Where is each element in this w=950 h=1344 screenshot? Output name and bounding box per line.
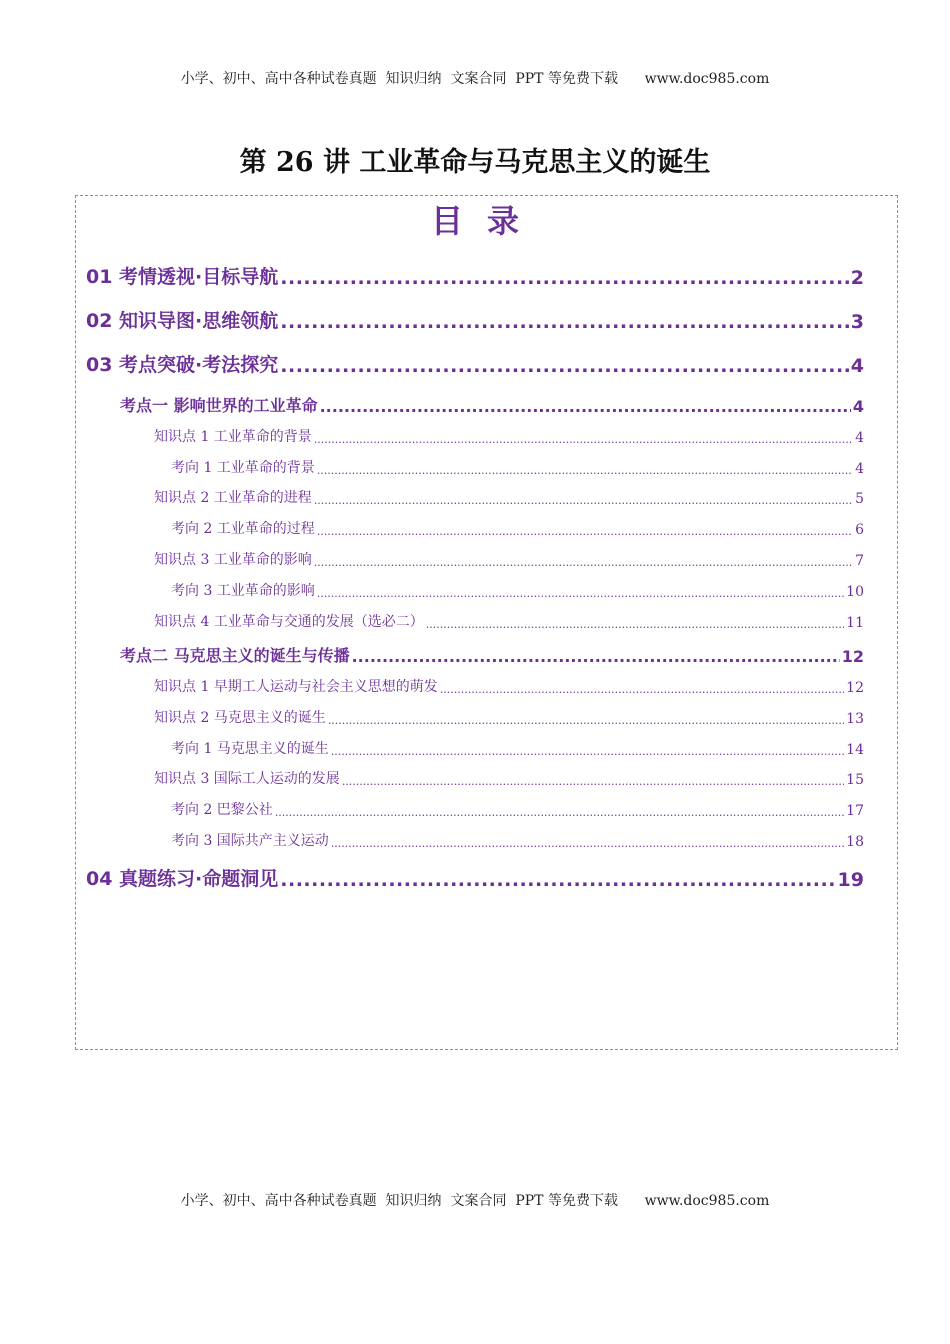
toc-entry-label: 知识点 3 国际工人运动的发展 [154,771,340,787]
toc-entry-exam-direction[interactable] [171,580,864,600]
toc-entry-exam-direction[interactable] [171,799,864,819]
toc-leader-dots [317,525,853,538]
toc-page-number: 7 [855,553,864,569]
toc-entry-section-04[interactable] [86,864,864,891]
toc-entry-exam-direction[interactable] [171,457,864,477]
toc-page-number: 4 [855,430,864,446]
toc-entry-label: 知识点 1 工业革命的背景 [154,429,312,445]
toc-entry-knowledge-point[interactable] [154,426,864,446]
toc-entry-section-02[interactable] [86,306,864,333]
toc-leader-dots [320,397,851,416]
toc-leader-dots [280,869,835,891]
toc-page-number: 10 [846,584,864,600]
toc-leader-dots [352,647,840,666]
toc-leader-dots [280,311,848,333]
toc-leader-dots [317,587,844,600]
document-title: 第 26 讲 工业革命与马克思主义的诞生 [239,147,711,178]
toc-entry-label: 考向 2 工业革命的过程 [171,521,315,537]
toc-entry-knowledge-point[interactable] [154,707,864,727]
toc-entry-label: 考向 3 国际共产主义运动 [171,833,329,849]
toc-leader-dots [426,618,844,631]
toc-leader-dots [440,683,844,696]
toc-page-number: 6 [855,522,864,538]
toc-entry-exam-direction[interactable] [171,830,864,850]
toc-entry-section-03[interactable] [86,350,864,377]
toc-entry-label: 知识点 1 早期工人运动与社会主义思想的萌发 [154,679,438,695]
toc-page-number: 11 [846,615,864,631]
toc-entry-label: 考向 3 工业革命的影响 [171,583,315,599]
toc-page-number: 13 [846,711,864,727]
toc-entry-label: 考点一 影响世界的工业革命 [120,396,318,415]
toc-leader-dots [314,556,853,569]
toc-leader-dots [275,806,844,819]
toc-entry-label: 考向 2 巴黎公社 [171,802,273,818]
toc-entry-label: 知识点 2 马克思主义的诞生 [154,710,326,726]
toc-leader-dots [331,745,844,758]
toc-page-number: 4 [850,355,864,377]
toc-entry-exam-direction[interactable] [171,738,864,758]
toc-entry-label: 04 真题练习·命题洞见 [86,868,279,890]
toc-entry-label: 考向 1 马克思主义的诞生 [171,741,329,757]
toc-page-number: 4 [855,461,864,477]
toc-entry-knowledge-point[interactable] [154,487,864,507]
toc-entry-exam-point-2[interactable] [120,643,864,666]
toc-leader-dots [280,267,848,289]
toc-leader-dots [342,775,844,788]
toc-page-number: 12 [846,680,864,696]
toc-entry-knowledge-point[interactable] [154,611,864,631]
page-footer: 小学、初中、高中各种试卷真题 知识归纳 文案合同 PPT 等免费下载 www.doc985.com [180,1193,770,1209]
toc-page-number: 3 [850,311,864,333]
toc-entry-label: 01 考情透视·目标导航 [86,266,279,288]
toc-leader-dots [328,714,844,727]
toc-page-number: 2 [850,267,864,289]
toc-leader-dots [314,433,853,446]
toc-leader-dots [314,494,853,507]
toc-leader-dots [317,464,853,477]
toc-page-number: 19 [837,869,864,891]
toc-entry-label: 考点二 马克思主义的诞生与传播 [120,646,350,665]
toc-leader-dots [331,837,844,850]
toc-page-number: 15 [846,772,864,788]
toc-page-number: 4 [852,397,864,416]
toc-entry-label: 知识点 2 工业革命的进程 [154,490,312,506]
toc-entry-label: 知识点 3 工业革命的影响 [154,552,312,568]
toc-page-number: 5 [855,491,864,507]
toc-heading: 目录 [430,202,543,240]
toc-entry-label: 知识点 4 工业革命与交通的发展（选必二） [154,614,424,630]
toc-entry-knowledge-point[interactable] [154,676,864,696]
toc-entry-section-01[interactable] [86,262,864,289]
toc-entry-label: 考向 1 工业革命的背景 [171,460,315,476]
toc-leader-dots [280,355,848,377]
toc-entry-label: 03 考点突破·考法探究 [86,354,279,376]
toc-entry-label: 02 知识导图·思维领航 [86,310,279,332]
toc-entry-knowledge-point[interactable] [154,768,864,788]
toc-page-number: 17 [846,803,864,819]
toc-page-number: 18 [846,834,864,850]
toc-page-number: 12 [841,647,864,666]
page-header: 小学、初中、高中各种试卷真题 知识归纳 文案合同 PPT 等免费下载 www.doc985.com [180,71,770,87]
toc-entry-knowledge-point[interactable] [154,549,864,569]
toc-entry-exam-direction[interactable] [171,518,864,538]
toc-page-number: 14 [846,742,864,758]
toc-entry-exam-point-1[interactable] [120,393,864,416]
